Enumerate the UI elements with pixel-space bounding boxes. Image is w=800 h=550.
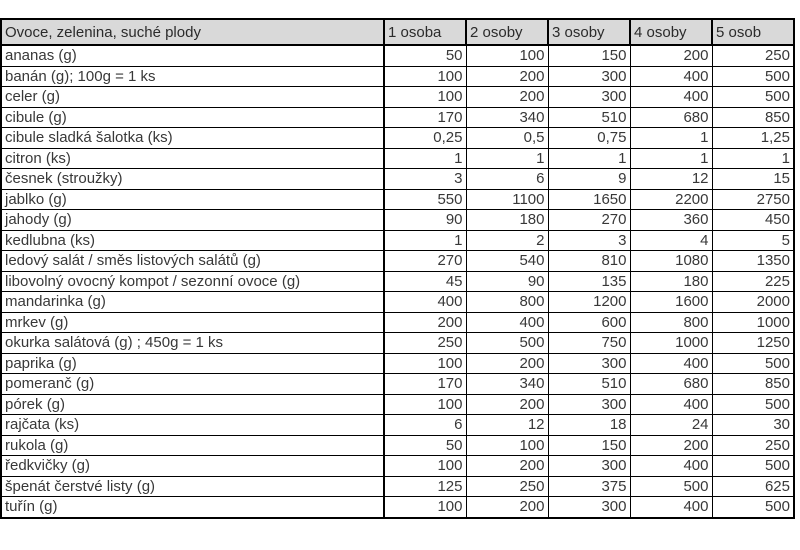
cell-value: 100 bbox=[384, 456, 466, 477]
cell-value: 1,25 bbox=[712, 128, 794, 149]
cell-value: 300 bbox=[548, 394, 630, 415]
row-label: ananas (g) bbox=[1, 45, 384, 66]
cell-value: 170 bbox=[384, 107, 466, 128]
cell-value: 200 bbox=[466, 87, 548, 108]
cell-value: 300 bbox=[548, 66, 630, 87]
cell-value: 200 bbox=[466, 394, 548, 415]
cell-value: 500 bbox=[712, 87, 794, 108]
table-row bbox=[1, 251, 794, 272]
cell-value: 135 bbox=[548, 271, 630, 292]
table-row bbox=[1, 476, 794, 497]
cell-value: 1000 bbox=[630, 333, 712, 354]
row-label: celer (g) bbox=[1, 87, 384, 108]
cell-value: 750 bbox=[548, 333, 630, 354]
cell-value: 180 bbox=[466, 210, 548, 231]
cell-value: 100 bbox=[466, 435, 548, 456]
header-3-persons: 3 osoby bbox=[548, 19, 630, 45]
cell-value: 1000 bbox=[712, 312, 794, 333]
cell-value: 400 bbox=[466, 312, 548, 333]
cell-value: 400 bbox=[630, 66, 712, 87]
cell-value: 2 bbox=[466, 230, 548, 251]
cell-value: 0,25 bbox=[384, 128, 466, 149]
row-label: ředkvičky (g) bbox=[1, 456, 384, 477]
cell-value: 680 bbox=[630, 107, 712, 128]
cell-value: 400 bbox=[630, 87, 712, 108]
cell-value: 1 bbox=[712, 148, 794, 169]
table-row bbox=[1, 230, 794, 251]
row-label: špenát čerstvé listy (g) bbox=[1, 476, 384, 497]
cell-value: 1 bbox=[630, 148, 712, 169]
cell-value: 300 bbox=[548, 87, 630, 108]
row-label: jablko (g) bbox=[1, 189, 384, 210]
cell-value: 270 bbox=[548, 210, 630, 231]
row-label: pomeranč (g) bbox=[1, 374, 384, 395]
cell-value: 1 bbox=[466, 148, 548, 169]
header-2-persons: 2 osoby bbox=[466, 19, 548, 45]
cell-value: 200 bbox=[466, 66, 548, 87]
table-body bbox=[1, 45, 794, 518]
row-label: mandarinka (g) bbox=[1, 292, 384, 313]
cell-value: 0,5 bbox=[466, 128, 548, 149]
cell-value: 170 bbox=[384, 374, 466, 395]
table-row bbox=[1, 45, 794, 66]
cell-value: 125 bbox=[384, 476, 466, 497]
cell-value: 3 bbox=[548, 230, 630, 251]
cell-value: 300 bbox=[548, 497, 630, 518]
cell-value: 360 bbox=[630, 210, 712, 231]
cell-value: 100 bbox=[384, 87, 466, 108]
cell-value: 340 bbox=[466, 107, 548, 128]
table-row bbox=[1, 394, 794, 415]
row-label: mrkev (g) bbox=[1, 312, 384, 333]
cell-value: 100 bbox=[384, 394, 466, 415]
cell-value: 250 bbox=[712, 435, 794, 456]
cell-value: 90 bbox=[384, 210, 466, 231]
cell-value: 150 bbox=[548, 45, 630, 66]
cell-value: 9 bbox=[548, 169, 630, 190]
cell-value: 200 bbox=[630, 435, 712, 456]
cell-value: 2000 bbox=[712, 292, 794, 313]
cell-value: 200 bbox=[630, 45, 712, 66]
cell-value: 540 bbox=[466, 251, 548, 272]
row-label: paprika (g) bbox=[1, 353, 384, 374]
cell-value: 30 bbox=[712, 415, 794, 436]
cell-value: 1 bbox=[630, 128, 712, 149]
cell-value: 225 bbox=[712, 271, 794, 292]
cell-value: 510 bbox=[548, 374, 630, 395]
table-row bbox=[1, 312, 794, 333]
cell-value: 15 bbox=[712, 169, 794, 190]
cell-value: 1 bbox=[384, 230, 466, 251]
row-label: rajčata (ks) bbox=[1, 415, 384, 436]
row-label: ledový salát / směs listových salátů (g) bbox=[1, 251, 384, 272]
cell-value: 400 bbox=[630, 497, 712, 518]
cell-value: 200 bbox=[466, 353, 548, 374]
cell-value: 50 bbox=[384, 435, 466, 456]
header-5-persons: 5 osob bbox=[712, 19, 794, 45]
cell-value: 300 bbox=[548, 456, 630, 477]
cell-value: 500 bbox=[630, 476, 712, 497]
cell-value: 850 bbox=[712, 374, 794, 395]
cell-value: 375 bbox=[548, 476, 630, 497]
cell-value: 180 bbox=[630, 271, 712, 292]
table-row bbox=[1, 353, 794, 374]
cell-value: 500 bbox=[712, 394, 794, 415]
table-row bbox=[1, 456, 794, 477]
cell-value: 400 bbox=[630, 394, 712, 415]
cell-value: 625 bbox=[712, 476, 794, 497]
row-label: rukola (g) bbox=[1, 435, 384, 456]
row-label: jahody (g) bbox=[1, 210, 384, 231]
row-label: citron (ks) bbox=[1, 148, 384, 169]
cell-value: 200 bbox=[384, 312, 466, 333]
cell-value: 680 bbox=[630, 374, 712, 395]
table-row bbox=[1, 107, 794, 128]
table-row bbox=[1, 435, 794, 456]
header-category: Ovoce, zelenina, suché plody bbox=[1, 19, 384, 45]
cell-value: 300 bbox=[548, 353, 630, 374]
cell-value: 2200 bbox=[630, 189, 712, 210]
cell-value: 2750 bbox=[712, 189, 794, 210]
cell-value: 250 bbox=[384, 333, 466, 354]
cell-value: 340 bbox=[466, 374, 548, 395]
header-1-person: 1 osoba bbox=[384, 19, 466, 45]
cell-value: 550 bbox=[384, 189, 466, 210]
cell-value: 4 bbox=[630, 230, 712, 251]
cell-value: 200 bbox=[466, 456, 548, 477]
cell-value: 3 bbox=[384, 169, 466, 190]
cell-value: 450 bbox=[712, 210, 794, 231]
cell-value: 400 bbox=[384, 292, 466, 313]
table-row bbox=[1, 374, 794, 395]
row-label: pórek (g) bbox=[1, 394, 384, 415]
row-label: kedlubna (ks) bbox=[1, 230, 384, 251]
cell-value: 12 bbox=[630, 169, 712, 190]
cell-value: 0,75 bbox=[548, 128, 630, 149]
table-row bbox=[1, 415, 794, 436]
row-label: banán (g); 100g = 1 ks bbox=[1, 66, 384, 87]
cell-value: 500 bbox=[712, 66, 794, 87]
row-label: tuřín (g) bbox=[1, 497, 384, 518]
cell-value: 800 bbox=[466, 292, 548, 313]
cell-value: 850 bbox=[712, 107, 794, 128]
cell-value: 510 bbox=[548, 107, 630, 128]
cell-value: 1250 bbox=[712, 333, 794, 354]
cell-value: 24 bbox=[630, 415, 712, 436]
cell-value: 400 bbox=[630, 353, 712, 374]
cell-value: 800 bbox=[630, 312, 712, 333]
table-row bbox=[1, 292, 794, 313]
cell-value: 100 bbox=[466, 45, 548, 66]
cell-value: 150 bbox=[548, 435, 630, 456]
table-header-row bbox=[1, 19, 794, 45]
table-row bbox=[1, 210, 794, 231]
cell-value: 400 bbox=[630, 456, 712, 477]
row-label: okurka salátová (g) ; 450g = 1 ks bbox=[1, 333, 384, 354]
cell-value: 1080 bbox=[630, 251, 712, 272]
table-row bbox=[1, 169, 794, 190]
table-row bbox=[1, 271, 794, 292]
cell-value: 1100 bbox=[466, 189, 548, 210]
table-row bbox=[1, 497, 794, 518]
food-portions-table bbox=[0, 18, 795, 519]
cell-value: 600 bbox=[548, 312, 630, 333]
cell-value: 12 bbox=[466, 415, 548, 436]
cell-value: 45 bbox=[384, 271, 466, 292]
cell-value: 100 bbox=[384, 66, 466, 87]
table-row bbox=[1, 189, 794, 210]
cell-value: 500 bbox=[712, 353, 794, 374]
cell-value: 270 bbox=[384, 251, 466, 272]
row-label: česnek (stroužky) bbox=[1, 169, 384, 190]
cell-value: 500 bbox=[466, 333, 548, 354]
cell-value: 1200 bbox=[548, 292, 630, 313]
table-row bbox=[1, 148, 794, 169]
cell-value: 1 bbox=[384, 148, 466, 169]
cell-value: 100 bbox=[384, 353, 466, 374]
cell-value: 250 bbox=[466, 476, 548, 497]
cell-value: 500 bbox=[712, 456, 794, 477]
cell-value: 810 bbox=[548, 251, 630, 272]
table-row bbox=[1, 87, 794, 108]
cell-value: 50 bbox=[384, 45, 466, 66]
header-4-persons: 4 osoby bbox=[630, 19, 712, 45]
row-label: libovolný ovocný kompot / sezonní ovoce (g) bbox=[1, 271, 384, 292]
cell-value: 200 bbox=[466, 497, 548, 518]
cell-value: 1600 bbox=[630, 292, 712, 313]
cell-value: 250 bbox=[712, 45, 794, 66]
cell-value: 100 bbox=[384, 497, 466, 518]
table-row bbox=[1, 333, 794, 354]
cell-value: 1350 bbox=[712, 251, 794, 272]
cell-value: 6 bbox=[384, 415, 466, 436]
cell-value: 6 bbox=[466, 169, 548, 190]
row-label: cibule sladká šalotka (ks) bbox=[1, 128, 384, 149]
table-row bbox=[1, 66, 794, 87]
cell-value: 500 bbox=[712, 497, 794, 518]
cell-value: 1650 bbox=[548, 189, 630, 210]
row-label: cibule (g) bbox=[1, 107, 384, 128]
cell-value: 18 bbox=[548, 415, 630, 436]
cell-value: 90 bbox=[466, 271, 548, 292]
table-row bbox=[1, 128, 794, 149]
cell-value: 5 bbox=[712, 230, 794, 251]
cell-value: 1 bbox=[548, 148, 630, 169]
